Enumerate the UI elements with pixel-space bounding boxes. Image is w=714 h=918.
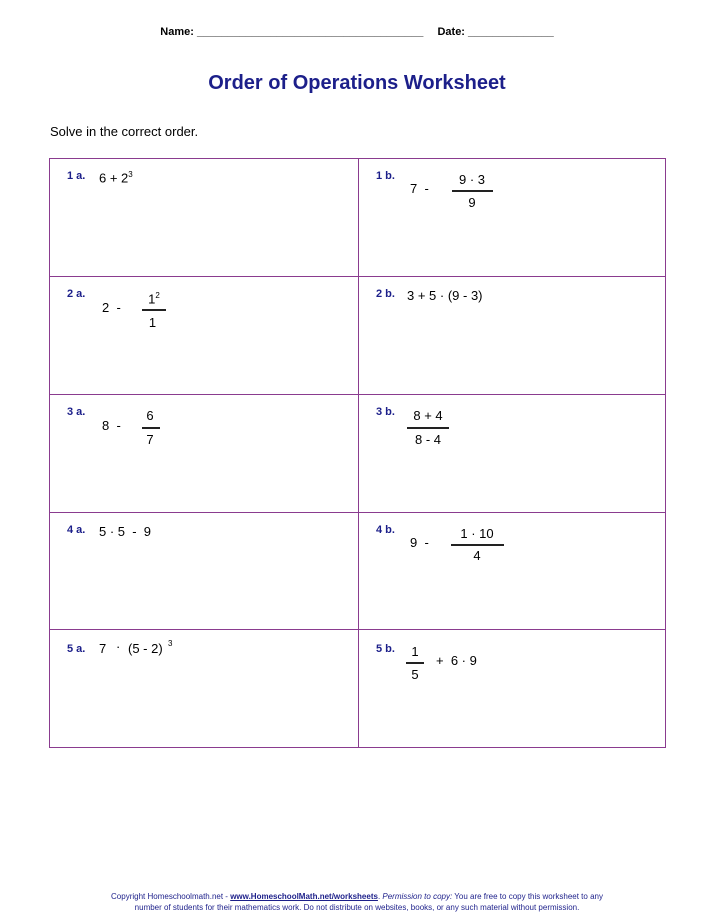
footer-permission-text: You are free to copy this worksheet to any xyxy=(452,892,603,901)
fraction-denominator: 9 xyxy=(468,195,476,210)
fraction-denominator: 5 xyxy=(411,667,419,682)
problem-lead: 8 - xyxy=(102,418,121,433)
problem-expression: $6 + 2^3$ xyxy=(99,170,133,186)
problem-expression: 5 · 5 - 9 xyxy=(99,524,152,539)
problem-label: 5 b. xyxy=(376,643,395,655)
problem-4a xyxy=(50,513,358,631)
date-blank: ______________ xyxy=(468,26,554,38)
fraction-denominator: 4 xyxy=(473,548,481,563)
date-label: Date: xyxy=(437,26,465,38)
name-label: Name: xyxy=(160,26,194,38)
header xyxy=(0,26,714,38)
problem-label: 1 b. xyxy=(376,170,395,182)
footer-copyright: Copyright Homeschoolmath.net - xyxy=(111,892,231,901)
name-blank: _____________________________________ xyxy=(196,26,424,38)
problem-3a xyxy=(50,395,358,513)
problem-lead: 7 - xyxy=(410,181,429,196)
fraction-numerator: 8 + 4 xyxy=(413,408,443,423)
problem-term-a: 7 xyxy=(99,641,107,656)
problem-1a xyxy=(50,159,358,277)
problem-label: 3 b. xyxy=(376,406,395,418)
fraction-numerator: 1 · 10 xyxy=(460,526,494,541)
problem-grid xyxy=(49,158,666,748)
fraction-bar xyxy=(142,309,166,311)
page-title: Order of Operations Worksheet xyxy=(208,72,506,94)
problem-label: 1 a. xyxy=(67,170,86,182)
footer-permission-label: Permission to copy: xyxy=(382,892,453,901)
problem-expression: 3 + 5 · (9 - 3) xyxy=(407,288,483,303)
problem-label: 5 a. xyxy=(67,643,86,655)
fraction-bar xyxy=(451,544,504,546)
fraction-denominator: 1 xyxy=(148,315,157,330)
fraction-numerator: 9 · 3 xyxy=(458,172,485,187)
footer xyxy=(0,891,714,913)
fraction-denominator: 7 xyxy=(146,432,154,447)
fraction-numerator: 1 xyxy=(411,644,419,659)
problem-label: 3 a. xyxy=(67,406,86,418)
footer-line1: Copyright Homeschoolmath.net - www.HomeschoolMath.net/worksheets. Permission to copy: You are free to copy this worksheet to any xyxy=(111,892,603,901)
problem-2a xyxy=(50,277,358,395)
problem-1b xyxy=(359,159,667,277)
problem-exponent: 3 xyxy=(168,639,173,648)
footer-line2: number of students for their mathematics work. Do not distribute on websites, books, or any such material without permission. xyxy=(134,903,580,912)
footer-link[interactable]: www.HomeschoolMath.net/worksheets xyxy=(230,892,378,901)
problem-3b xyxy=(359,395,667,513)
problem-5a xyxy=(50,630,358,748)
problem-label: 4 a. xyxy=(67,524,86,536)
fraction-bar xyxy=(142,427,160,429)
fraction-bar xyxy=(407,427,449,429)
problem-lead: 2 - xyxy=(102,300,121,315)
problem-2b xyxy=(359,277,667,395)
problem-5b xyxy=(359,630,667,748)
fraction-denominator: 8 - 4 xyxy=(414,432,441,447)
fraction-bar xyxy=(406,662,424,664)
problem-label: 2 a. xyxy=(67,288,86,300)
fraction-numerator: $1^2$ xyxy=(148,291,160,307)
fraction-numerator: 6 xyxy=(146,408,154,423)
problem-operator: · xyxy=(116,639,121,654)
fraction-bar xyxy=(452,190,493,192)
problem-label: 4 b. xyxy=(376,524,395,536)
instructions: Solve in the correct order. xyxy=(50,124,199,139)
problem-4b xyxy=(359,513,667,631)
problem-term-b: (5 - 2) xyxy=(128,641,163,656)
problem-lead: 9 - xyxy=(410,535,429,550)
problem-tail: + 6 · 9 xyxy=(436,653,477,668)
problem-label: 2 b. xyxy=(376,288,395,300)
